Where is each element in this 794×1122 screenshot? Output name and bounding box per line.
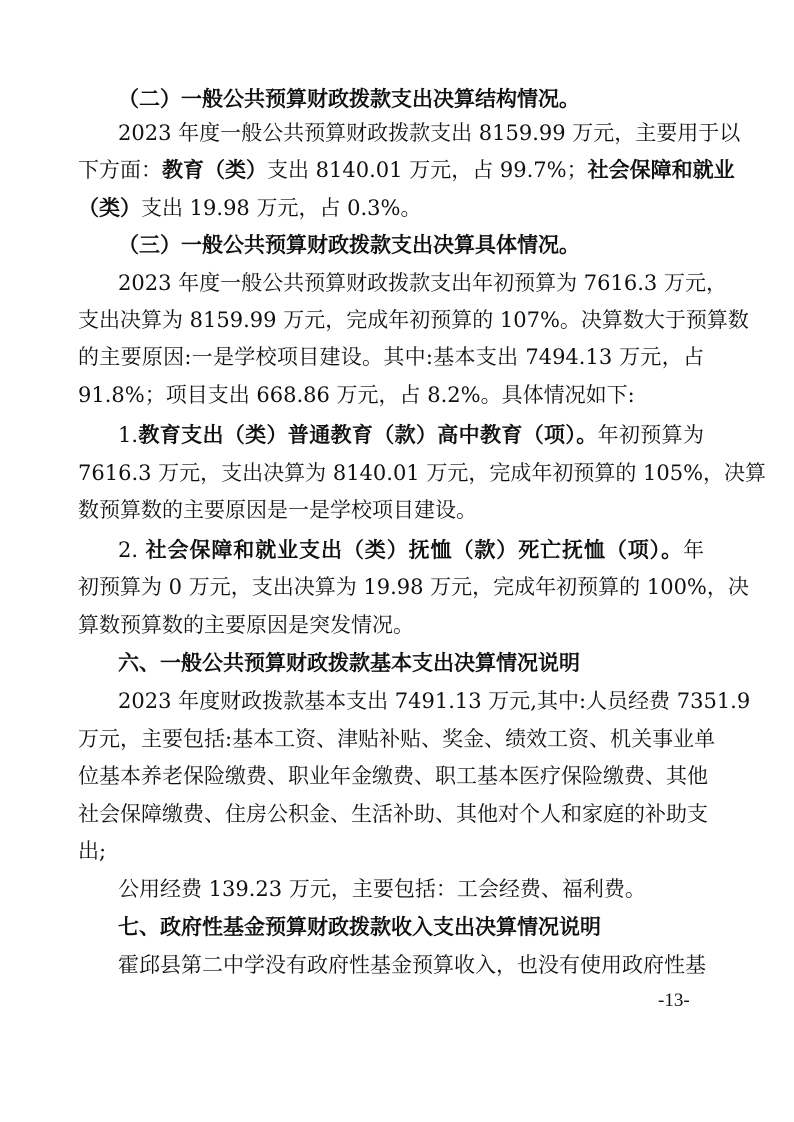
bold-text: （类）: [78, 196, 141, 220]
text-line: [118, 118, 741, 148]
bold-text: 社会保障和就业支出（类）抚恤（款）死亡抚恤（项）。: [145, 538, 684, 562]
text-span: 公用经费 139.23 万元，主要包括：工会经费、福利费。: [118, 877, 646, 901]
text-span: 1.: [118, 423, 139, 447]
text-line: [118, 420, 704, 450]
text-span: 下方面：: [78, 158, 162, 182]
section-heading: [118, 648, 578, 678]
text-line: [78, 724, 716, 754]
text-line: [78, 495, 518, 525]
text-line: [118, 874, 646, 904]
text-span: 年: [683, 538, 705, 562]
text-span: （三）一般公共预算财政拨款支出决算具体情况。: [118, 233, 580, 257]
text-line: [78, 305, 749, 335]
text-line: [78, 380, 638, 410]
text-line: [78, 193, 478, 223]
text-span: 七、政府性基金预算财政拨款收入支出决算情况说明: [118, 915, 601, 939]
text-span: 位基本养老保险缴费、职业年金缴费、职工基本医疗保险缴费、其他: [78, 764, 708, 788]
text-line: [78, 572, 749, 602]
bold-text: 教育（类）: [162, 158, 267, 182]
text-line: [78, 610, 438, 640]
bold-text: 社会保障和就业: [587, 158, 735, 182]
section-heading: [118, 84, 578, 114]
section-heading: [118, 912, 601, 942]
text-span: 霍邱县第二中学没有政府性基金预算收入，也没有使用政府性基: [118, 953, 706, 977]
text-span: 91.8%；项目支出 668.86 万元，占 8.2%。具体情况如下:: [78, 383, 635, 407]
text-line: [78, 155, 735, 185]
text-line: [78, 342, 704, 372]
text-span: 2.: [118, 538, 146, 562]
text-span: 年初预算为: [597, 423, 705, 447]
page-number: -13-: [658, 990, 690, 1011]
text-line: [118, 950, 704, 980]
text-span: 2023 年度财政拨款基本支出 7491.13 万元,其中:人员经费 7351.9: [118, 689, 751, 713]
text-span: 六、一般公共预算财政拨款基本支出决算情况说明: [118, 651, 580, 675]
bold-text: 教育支出（类）普通教育（款）高中教育（项）。: [138, 423, 598, 447]
text-span: 7616.3 万元，支出决算为 8140.01 万元，完成年初预算的 105%，决算: [78, 461, 767, 485]
text-span: 出;: [78, 839, 107, 863]
text-span: （二）一般公共预算财政拨款支出决算结构情况。: [118, 87, 580, 111]
text-line: [78, 761, 708, 791]
text-line: [118, 535, 704, 565]
text-line: [78, 799, 708, 829]
text-line: [78, 458, 767, 488]
text-span: 2023 年度一般公共预算财政拨款支出 8159.99 万元，主要用于以: [118, 121, 741, 145]
text-span: 算数预算数的主要原因是突发情况。: [78, 613, 414, 637]
text-span: 万元，主要包括:基本工资、津贴补贴、奖金、绩效工资、机关事业单: [78, 727, 716, 751]
text-span: 支出决算为 8159.99 万元，完成年初预算的 107%。决算数大于预算数: [78, 308, 749, 332]
text-line: [78, 836, 138, 866]
text-span: 支出 8140.01 万元，占 99.7%；: [267, 158, 588, 182]
text-span: 支出 19.98 万元，占 0.3%。: [141, 196, 422, 220]
section-heading: [118, 230, 578, 260]
text-span: 初预算为 0 万元，支出决算为 19.98 万元，完成年初预算的 100%，决: [78, 575, 749, 599]
text-span: 的主要原因:一是学校项目建设。其中:基本支出 7494.13 万元，占: [78, 345, 704, 369]
text-line: [118, 268, 727, 298]
text-span: 2023 年度一般公共预算财政拨款支出年初预算为 7616.3 万元，: [118, 271, 727, 295]
text-span: 社会保障缴费、住房公积金、生活补助、其他对个人和家庭的补助支: [78, 802, 708, 826]
text-span: 数预算数的主要原因是一是学校项目建设。: [78, 498, 477, 522]
text-line: [118, 686, 751, 716]
